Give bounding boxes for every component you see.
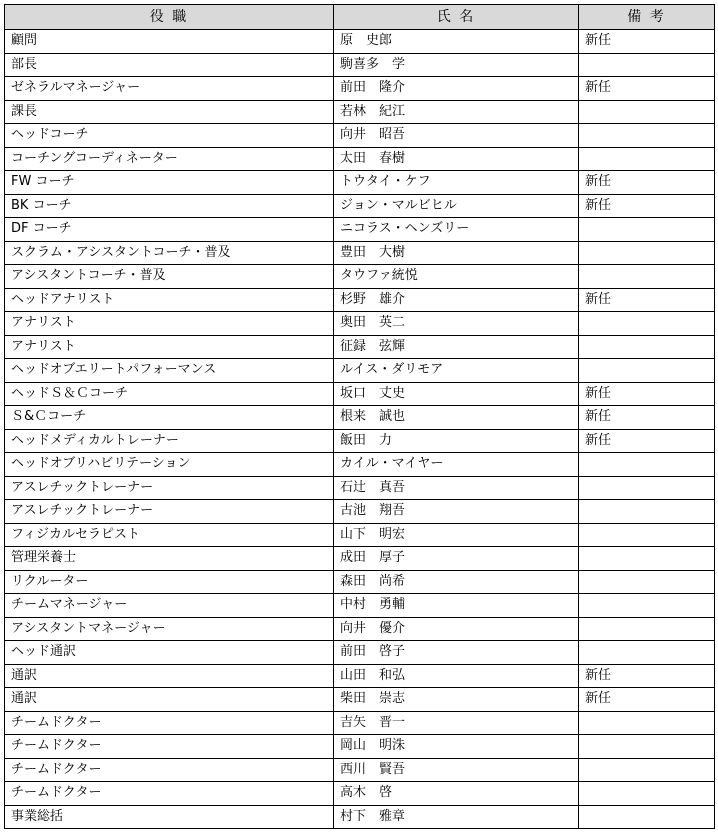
note-cell: 新任 (579, 429, 715, 453)
name-cell: 原 史郎 (334, 30, 579, 54)
table-row (5, 429, 715, 453)
note-cell (579, 312, 715, 336)
table-row (5, 335, 715, 359)
role-cell: コーチングコーディネーター (5, 147, 334, 171)
role-cell: 課長 (5, 100, 334, 124)
role-cell: ヘッドＳ＆Ｃコーチ (5, 382, 334, 406)
note-cell: 新任 (579, 382, 715, 406)
role-cell: チームドクター (5, 711, 334, 735)
name-cell: 前田 隆介 (334, 77, 579, 101)
note-cell (579, 500, 715, 524)
table-row (5, 382, 715, 406)
role-cell: アシスタントマネージャー (5, 617, 334, 641)
role-cell: チームドクター (5, 782, 334, 806)
name-cell: 若林 紀江 (334, 100, 579, 124)
name-cell: 森田 尚希 (334, 570, 579, 594)
table-row (5, 711, 715, 735)
role-cell: DF コーチ (5, 218, 334, 242)
role-cell: 通訳 (5, 688, 334, 712)
role-cell: アスレチックトレーナー (5, 476, 334, 500)
name-cell: 太田 春樹 (334, 147, 579, 171)
note-cell (579, 241, 715, 265)
table-row (5, 147, 715, 171)
table-row (5, 265, 715, 289)
table-row (5, 124, 715, 148)
role-cell: 事業総括 (5, 805, 334, 829)
note-cell (579, 124, 715, 148)
role-cell: リクルーター (5, 570, 334, 594)
note-cell (579, 758, 715, 782)
note-cell (579, 594, 715, 618)
table-row (5, 688, 715, 712)
note-cell (579, 100, 715, 124)
name-cell: 向井 優介 (334, 617, 579, 641)
note-cell (579, 147, 715, 171)
name-cell: 向井 昭吾 (334, 124, 579, 148)
role-cell: 部長 (5, 53, 334, 77)
name-cell: 駒喜多 学 (334, 53, 579, 77)
table-row (5, 359, 715, 383)
name-cell: 奥田 英二 (334, 312, 579, 336)
header-name: 氏 名 (334, 5, 579, 30)
name-cell: 山田 和弘 (334, 664, 579, 688)
role-cell: フィジカルセラピスト (5, 523, 334, 547)
name-cell: 高木 啓 (334, 782, 579, 806)
name-cell: 山下 明宏 (334, 523, 579, 547)
name-cell: タウファ統悦 (334, 265, 579, 289)
table-row (5, 406, 715, 430)
name-cell: 根来 誠也 (334, 406, 579, 430)
role-cell: Ｓ&Ｃコーチ (5, 406, 334, 430)
role-cell: ヘッドコーチ (5, 124, 334, 148)
table-row (5, 782, 715, 806)
role-cell: ヘッド通訳 (5, 641, 334, 665)
role-cell: ヘッドオブエリートパフォーマンス (5, 359, 334, 383)
role-cell: 顧問 (5, 30, 334, 54)
note-cell (579, 641, 715, 665)
role-cell: アシスタントコーチ・普及 (5, 265, 334, 289)
note-cell (579, 218, 715, 242)
name-cell: 柴田 崇志 (334, 688, 579, 712)
role-cell: スクラム・アシスタントコーチ・普及 (5, 241, 334, 265)
note-cell (579, 523, 715, 547)
name-cell: 中村 勇輔 (334, 594, 579, 618)
name-cell: ジョン・マルビヒル (334, 194, 579, 218)
table-row (5, 523, 715, 547)
note-cell: 新任 (579, 171, 715, 195)
table-row (5, 805, 715, 829)
note-cell: 新任 (579, 77, 715, 101)
name-cell: 征録 弦輝 (334, 335, 579, 359)
note-cell (579, 359, 715, 383)
name-cell: 成田 厚子 (334, 547, 579, 571)
table-row (5, 547, 715, 571)
name-cell: カイル・マイヤー (334, 453, 579, 477)
table-header (5, 5, 715, 30)
header-role: 役 職 (5, 5, 334, 30)
table-row (5, 194, 715, 218)
name-cell: 杉野 雄介 (334, 288, 579, 312)
role-cell: チームマネージャー (5, 594, 334, 618)
note-cell (579, 570, 715, 594)
header-row (5, 5, 715, 30)
role-cell: BK コーチ (5, 194, 334, 218)
table-row (5, 77, 715, 101)
name-cell: トウタイ・ケフ (334, 171, 579, 195)
note-cell (579, 453, 715, 477)
table-row (5, 758, 715, 782)
header-note: 備 考 (579, 5, 715, 30)
note-cell: 新任 (579, 664, 715, 688)
table-row (5, 570, 715, 594)
role-cell: FW コーチ (5, 171, 334, 195)
role-cell: チームドクター (5, 758, 334, 782)
name-cell: ニコラス・ヘンズリー (334, 218, 579, 242)
table-row (5, 735, 715, 759)
note-cell (579, 265, 715, 289)
note-cell (579, 735, 715, 759)
role-cell: アスレチックトレーナー (5, 500, 334, 524)
role-cell: ヘッドアナリスト (5, 288, 334, 312)
role-cell: ヘッドメディカルトレーナー (5, 429, 334, 453)
name-cell: 豊田 大樹 (334, 241, 579, 265)
note-cell (579, 782, 715, 806)
note-cell: 新任 (579, 30, 715, 54)
name-cell: 西川 賢吾 (334, 758, 579, 782)
table-row (5, 312, 715, 336)
table-row (5, 641, 715, 665)
note-cell: 新任 (579, 194, 715, 218)
table-row (5, 617, 715, 641)
name-cell: 吉矢 晋一 (334, 711, 579, 735)
role-cell: ヘッドオブリハビリテーション (5, 453, 334, 477)
table-row (5, 218, 715, 242)
note-cell (579, 335, 715, 359)
role-cell: チームドクター (5, 735, 334, 759)
name-cell: 坂口 丈史 (334, 382, 579, 406)
table-row (5, 171, 715, 195)
table-row (5, 594, 715, 618)
role-cell: アナリスト (5, 335, 334, 359)
name-cell: 古池 翔吾 (334, 500, 579, 524)
table-row (5, 288, 715, 312)
note-cell (579, 547, 715, 571)
table-row (5, 100, 715, 124)
role-cell: アナリスト (5, 312, 334, 336)
table-row (5, 476, 715, 500)
table-row (5, 453, 715, 477)
note-cell: 新任 (579, 688, 715, 712)
note-cell: 新任 (579, 406, 715, 430)
role-cell: 管理栄養士 (5, 547, 334, 571)
name-cell: 前田 啓子 (334, 641, 579, 665)
note-cell (579, 711, 715, 735)
table-body (5, 30, 715, 829)
note-cell (579, 805, 715, 829)
table-row (5, 241, 715, 265)
note-cell (579, 617, 715, 641)
table-row (5, 500, 715, 524)
note-cell: 新任 (579, 288, 715, 312)
name-cell: 村下 雅章 (334, 805, 579, 829)
name-cell: 飯田 力 (334, 429, 579, 453)
table-row (5, 30, 715, 54)
name-cell: ルイス・ダリモア (334, 359, 579, 383)
name-cell: 石辻 真吾 (334, 476, 579, 500)
role-cell: ゼネラルマネージャー (5, 77, 334, 101)
name-cell: 岡山 明洙 (334, 735, 579, 759)
table-row (5, 664, 715, 688)
role-cell: 通訳 (5, 664, 334, 688)
note-cell (579, 53, 715, 77)
note-cell (579, 476, 715, 500)
staff-table (4, 4, 715, 829)
table-row (5, 53, 715, 77)
